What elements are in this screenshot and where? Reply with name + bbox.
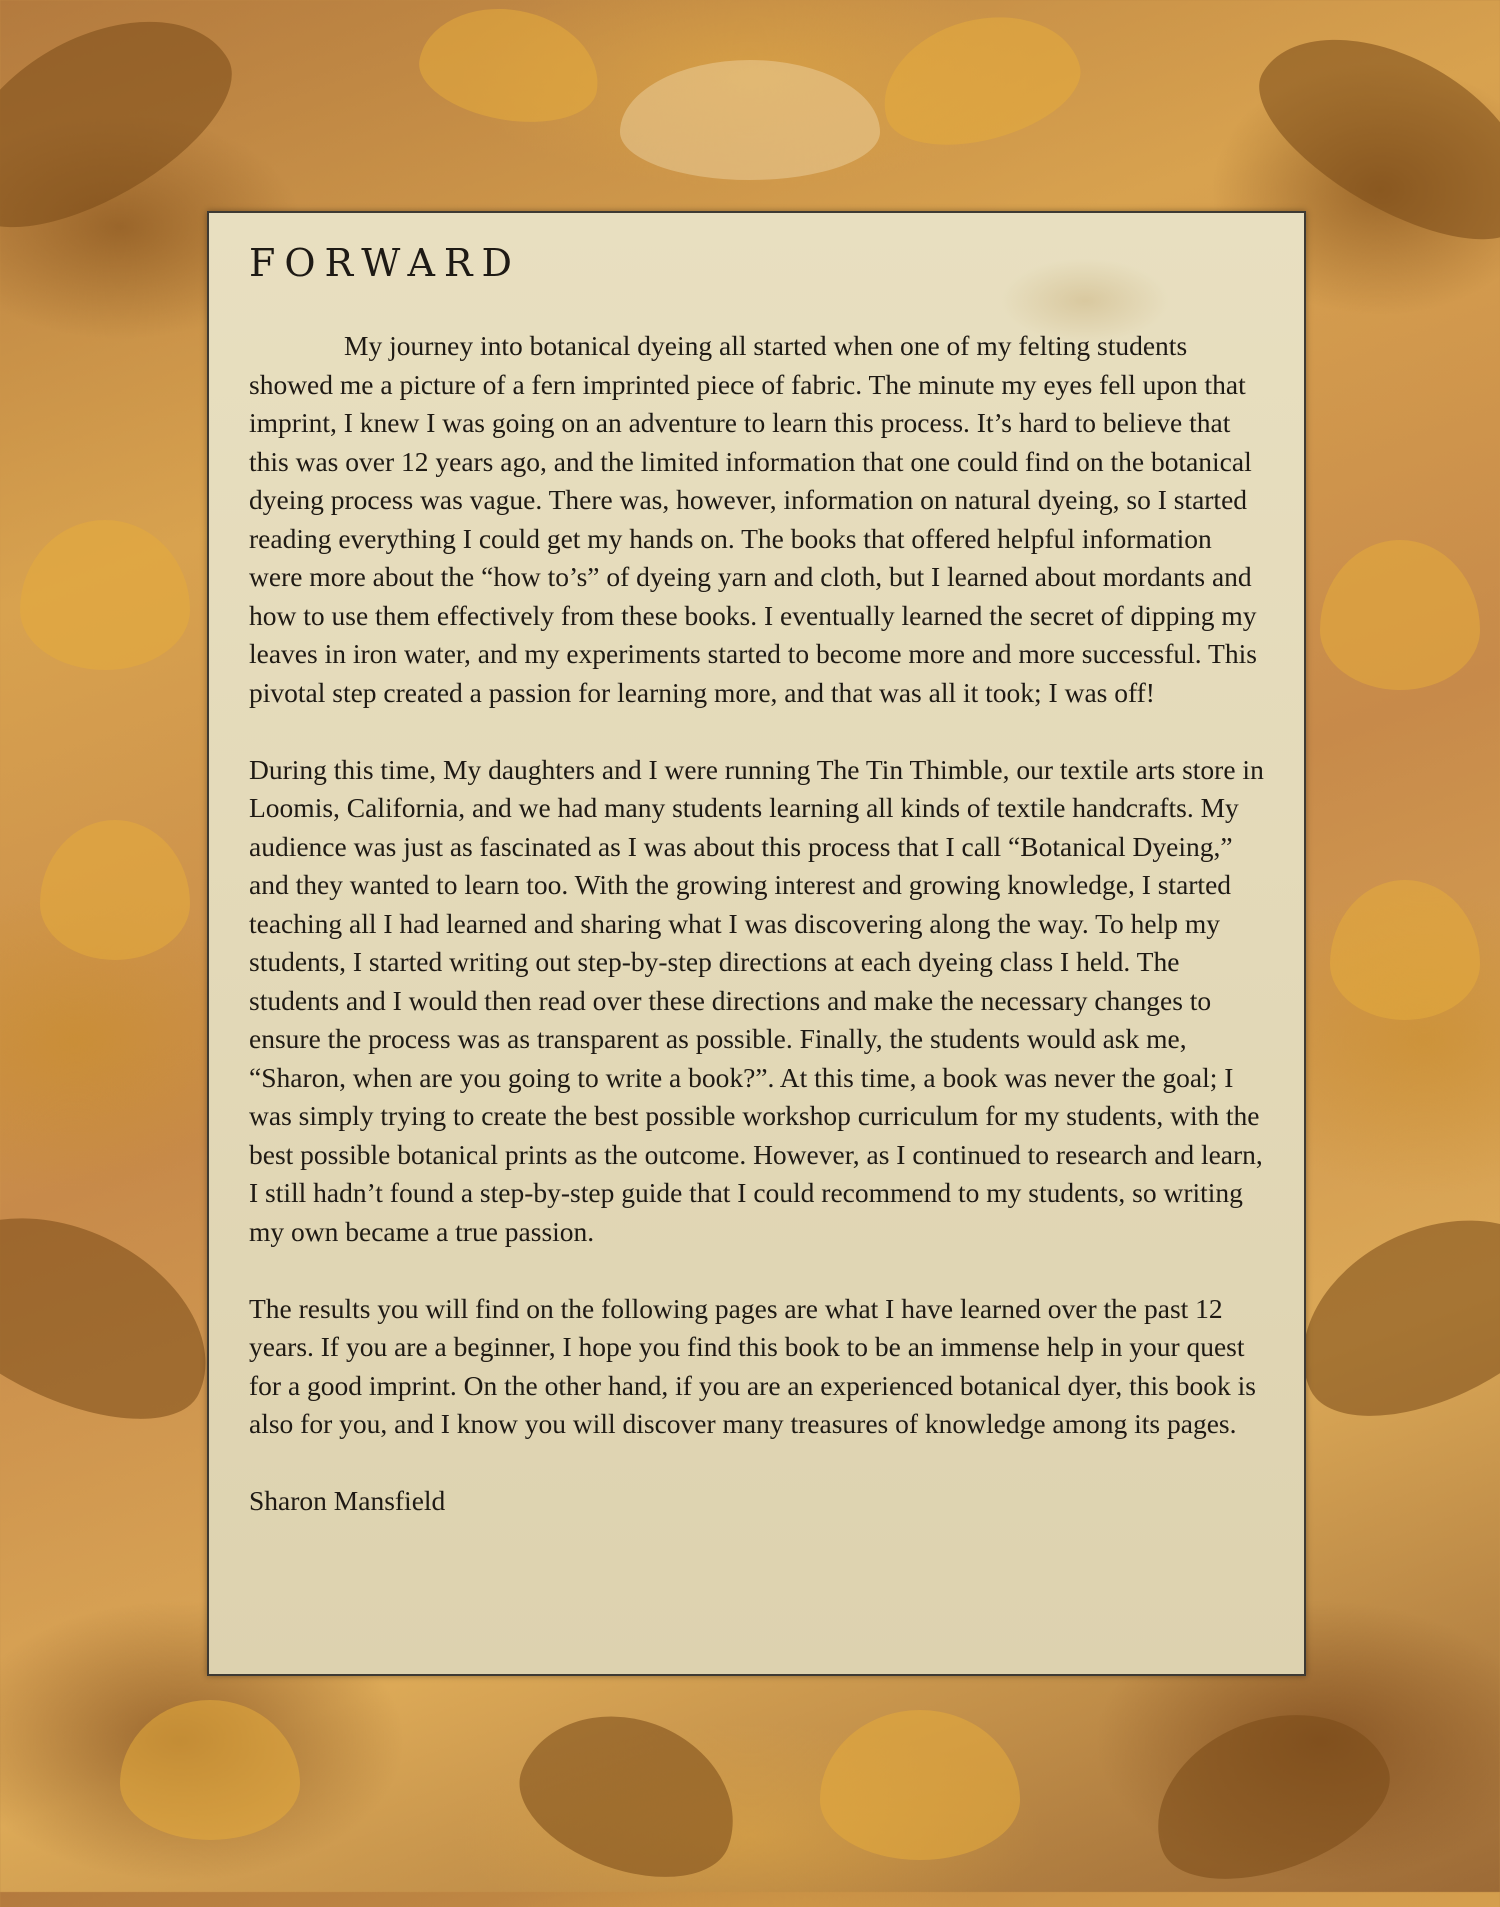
leaf-shape [1330, 880, 1480, 1020]
leaf-shape [120, 1700, 300, 1840]
leaf-shape [868, 0, 1092, 164]
leaf-shape [0, 1175, 242, 1456]
leaf-shape [1320, 540, 1480, 690]
forward-panel [207, 211, 1306, 1676]
author-signature: Sharon Mansfield [249, 1485, 446, 1516]
body-text [249, 327, 1264, 1521]
page-title: FORWARD [249, 241, 521, 285]
leaf-shape [620, 60, 880, 180]
leaf-shape [20, 520, 190, 670]
leaf-shape [40, 820, 190, 960]
leaf-shape [412, 0, 608, 135]
leaf-shape [1132, 1683, 1409, 1906]
paragraph: During this time, My daughters and I were running The Tin Thimble, our textile arts store in Loomis, California, and we had many students learning all kinds of textile handcrafts. My audience was just as fascinated as I was about this process that I call “Botanical Dyeing,” and they wanted to learn too. With the growing interest and growing knowledge, I started teaching all I had learned and sharing what I was discovering along the way. To help my students, I started writing out step-by-step directions at each dyeing class I held. The students and I would then read over these directions and make the necessary changes to ensure the process was as transparent as possible. Finally, the students would ask me, “Sharon, when are you going to write a book?”. At this time, a book was never the goal; I was simply trying to create the best possible workshop curriculum for my students, with the best possible botanical prints as the outcome. However, as I continued to research and learn, I still hadn’t found a step-by-step guide that I could recommend to my students, so writing my own became a true passion. [249, 753, 1264, 1247]
paragraph: The results you will find on the following pages are what I have learned over the past 12 years. If you are a beginner, I hope you find this book to be an immense help in your quest for a good imprint. On the other hand, if you are an experienced botanical dyer, this book is also for you, and I know you will discover many treasures of knowledge among its pages. [249, 1292, 1256, 1439]
leaf-shape [820, 1710, 1020, 1860]
paragraph: My journey into botanical dyeing all started when one of my felting students showed me a picture of a fern imprinted piece of fabric. The minute my eyes fell upon that imprint, I knew I was going on an adventure to learn this process. It’s hard to believe that this was over 12 years ago, and the limited information that one could find on the botanical dyeing process was vague. There was, however, information on natural dyeing, so I started reading everything I could get my hands on. The books that offered helpful information were more about the “how to’s” of dyeing yarn and cloth, but I learned about mordants and how to use them effectively from these books. I eventually learned the secret of dipping my leaves in iron water, and my experiments started to become more and more successful. This pivotal step created a passion for learning more, and that was all it took; I was off! [249, 330, 1257, 708]
leaf-shape [501, 1687, 759, 1903]
